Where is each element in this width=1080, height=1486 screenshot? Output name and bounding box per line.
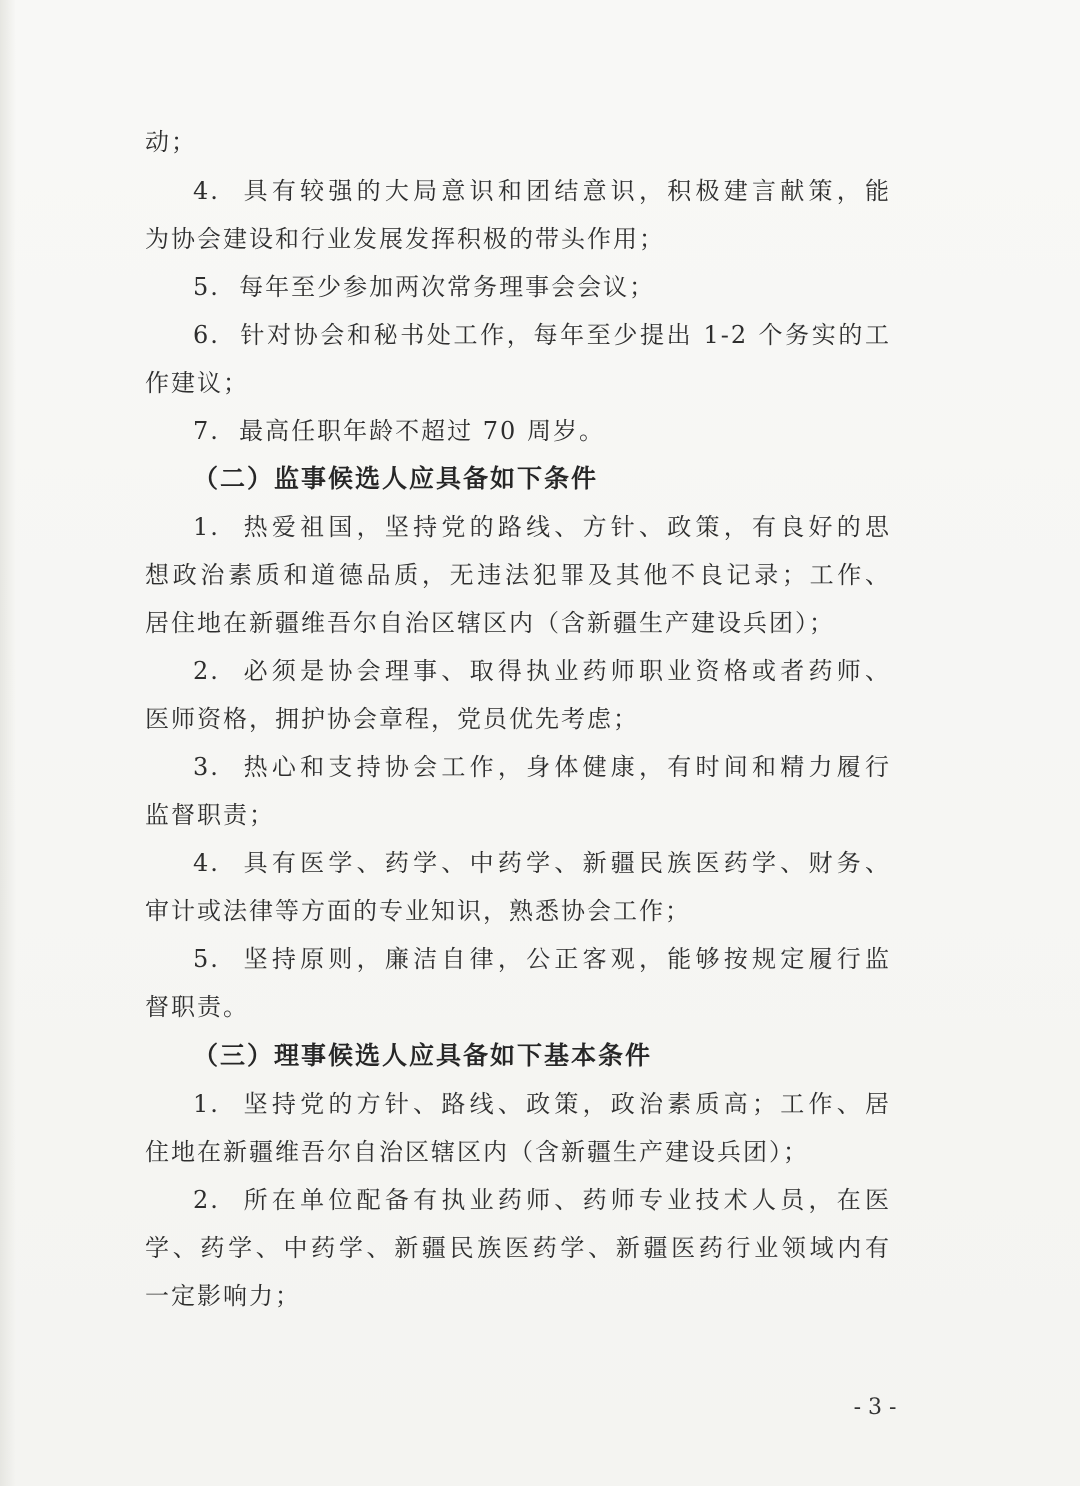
text-line: 5. 坚持原则，廉洁自律，公正客观，能够按规定履行监 <box>193 945 891 973</box>
text-line: 5. 每年至少参加两次常务理事会会议； <box>193 273 656 301</box>
text-line: 作建议； <box>145 369 249 397</box>
text-line: 2. 所在单位配备有执业药师、药师专业技术人员，在医 <box>193 1186 891 1214</box>
text-line: 动； <box>145 128 197 156</box>
section-heading: （二）监事候选人应具备如下条件 <box>193 464 599 493</box>
text-line: 监督职责； <box>145 801 275 829</box>
section-heading: （三）理事候选人应具备如下基本条件 <box>193 1041 653 1070</box>
text-line: 学、药学、中药学、新疆民族医药学、新疆医药行业领域内有 <box>145 1234 891 1262</box>
text-line: 一定影响力； <box>145 1282 301 1310</box>
text-line: 督职责。 <box>145 993 249 1021</box>
text-line: 6. 针对协会和秘书处工作，每年至少提出 1-2 个务实的工 <box>193 321 891 349</box>
text-line: 审计或法律等方面的专业知识，熟悉协会工作； <box>145 897 691 925</box>
text-line: 1. 热爱祖国，坚持党的路线、方针、政策，有良好的思 <box>193 513 891 541</box>
text-line: 1. 坚持党的方针、路线、政策，政治素质高；工作、居 <box>193 1090 891 1118</box>
text-line: 住地在新疆维吾尔自治区辖区内（含新疆生产建设兵团）； <box>145 1138 809 1166</box>
text-line: 7. 最高任职年龄不超过 70 周岁。 <box>193 417 605 445</box>
text-line: 3. 热心和支持协会工作，身体健康，有时间和精力履行 <box>193 753 891 781</box>
text-line: 4. 具有医学、药学、中药学、新疆民族医药学、财务、 <box>193 849 891 877</box>
text-line: 2. 必须是协会理事、取得执业药师职业资格或者药师、 <box>193 657 891 685</box>
text-line: 想政治素质和道德品质，无违法犯罪及其他不良记录；工作、 <box>145 561 891 589</box>
text-line: 居住地在新疆维吾尔自治区辖区内（含新疆生产建设兵团）； <box>145 609 835 637</box>
text-line: 4. 具有较强的大局意识和团结意识，积极建言献策，能 <box>193 177 891 205</box>
text-line: 医师资格，拥护协会章程，党员优先考虑； <box>145 705 639 733</box>
page-number: - 3 - <box>853 1395 897 1420</box>
text-line: 为协会建设和行业发展发挥积极的带头作用； <box>145 225 665 253</box>
